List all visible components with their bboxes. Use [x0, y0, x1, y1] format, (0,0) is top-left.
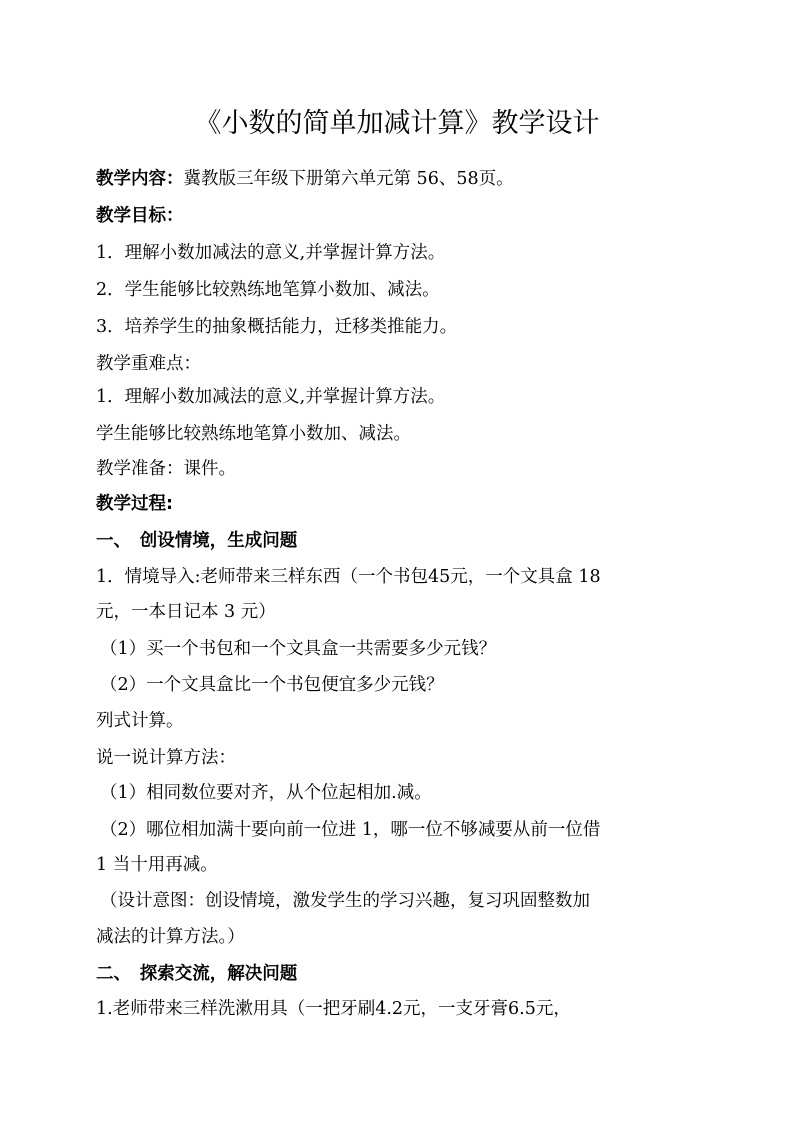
document-title: 《小数的简单加减计算》教学设计: [194, 108, 600, 139]
preparation-line: 教学准备：课件。: [96, 459, 236, 479]
goal-item: 1．理解小数加减法的意义,并掌握计算方法。: [96, 243, 446, 263]
goal-item: 2．学生能够比较熟练地笔算小数加、减法。: [96, 280, 440, 300]
section-heading: 二、 探索交流，解决问题: [96, 964, 298, 984]
design-intent-line: 减法的计算方法。）: [96, 927, 245, 947]
teaching-content-line: [96, 166, 716, 192]
process-heading: 教学过程:: [96, 494, 173, 514]
goal-item: 3．培养学生的抽象概括能力，迁移类推能力。: [96, 317, 458, 337]
design-intent-line: （设计意图：创设情境，激发学生的学习兴趣，复习巩固整数加: [100, 891, 590, 911]
question-item: （1）买一个书包和一个文具盒一共需要多少元钱？: [100, 639, 497, 659]
method-heading: 说一说计算方法：: [96, 748, 236, 768]
section-heading: 一、 创设情境，生成问题: [96, 531, 298, 551]
paragraph-line: 1．情境导入:老师带来三样东西（一个书包45元，一个文具盒 18: [96, 567, 601, 587]
method-item: （1）相同数位要对齐，从个位起相加.减。: [100, 783, 432, 803]
paragraph-line: 1.老师带来三样洗漱用具（一把牙刷4.2元，一支牙膏6.5元，: [96, 999, 571, 1019]
key-point-item: 1．理解小数加减法的意义,并掌握计算方法。: [96, 387, 446, 407]
teaching-content-text: 冀教版三年级下册第六单元第 56、58页。: [183, 169, 514, 189]
teaching-content-label: 教学内容：: [96, 169, 184, 189]
paragraph-line: 列式计算。: [96, 711, 184, 731]
goals-heading: 教学目标：: [96, 206, 184, 226]
method-item: （2）哪位相加满十要向前一位进 1，哪一位不够减要从前一位借: [100, 820, 601, 840]
key-point-item: 学生能够比较熟练地笔算小数加、减法。: [96, 424, 411, 444]
paragraph-line: 1 当十用再减。: [96, 855, 218, 875]
paragraph-line: 元，一本日记本 3 元）: [96, 602, 276, 622]
question-item: （2）一个文具盒比一个书包便宜多少元钱？: [100, 675, 444, 695]
key-points-heading: 教学重难点：: [96, 354, 201, 374]
